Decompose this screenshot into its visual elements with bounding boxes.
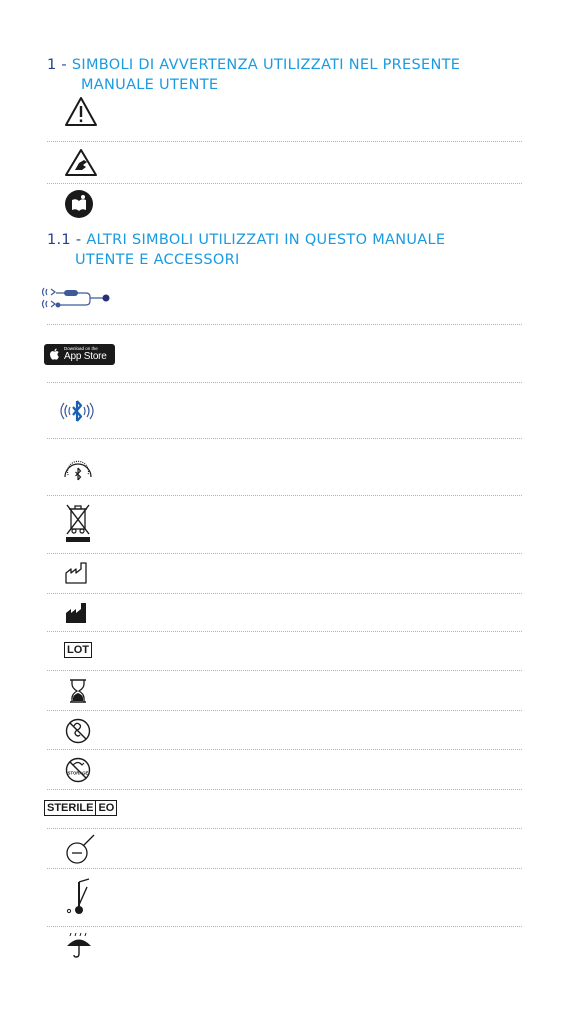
bluetooth-connection-icon — [40, 280, 112, 316]
divider — [47, 495, 522, 496]
lot-number-symbol: LOT — [64, 642, 92, 658]
section-title-line2: MANUALE UTENTE — [81, 77, 219, 93]
expiry-hourglass-icon — [68, 679, 88, 703]
section-number: 1 - — [47, 57, 67, 73]
divider — [47, 710, 522, 711]
bluetooth-icon — [55, 400, 99, 422]
divider — [47, 141, 522, 142]
divider — [47, 438, 522, 439]
divider — [47, 382, 522, 383]
divider — [47, 324, 522, 325]
section-number: 1.1 - — [47, 232, 82, 248]
sterile-label: STERILE — [44, 800, 96, 816]
app-store-badge-large-text: App Store — [64, 351, 107, 362]
divider — [47, 631, 522, 632]
weee-bin-icon — [64, 503, 92, 543]
divider — [47, 183, 522, 184]
humidity-limit-icon — [65, 833, 97, 867]
do-not-resterilize-label: STORAGE — [67, 770, 89, 776]
section-title-warning-symbols — [47, 55, 527, 95]
do-not-resterilize-icon — [65, 757, 91, 783]
divider — [47, 828, 522, 829]
app-store-badge — [44, 344, 115, 365]
temperature-limit-icon — [63, 877, 95, 917]
divider — [47, 553, 522, 554]
manufacturer-icon — [64, 602, 90, 624]
sterile-eo-label: EO — [96, 800, 117, 816]
app-store-badge-small-text: Download on the — [64, 346, 98, 351]
section-title-line1: SIMBOLI DI AVVERTENZA UTILIZZATI NEL PRESENTE — [71, 57, 461, 73]
divider — [47, 868, 522, 869]
divider — [47, 926, 522, 927]
caution-hand-triangle-icon — [64, 148, 98, 178]
section-title-other-symbols — [47, 230, 527, 270]
warning-triangle-icon — [64, 96, 98, 128]
keep-dry-umbrella-icon — [65, 931, 93, 959]
section-title-line2: UTENTE E ACCESSORI — [75, 252, 240, 268]
divider — [47, 749, 522, 750]
section-title-line1: ALTRI SIMBOLI UTILIZZATI IN QUESTO MANUALE — [86, 232, 446, 248]
read-manual-icon — [64, 189, 94, 219]
divider — [47, 670, 522, 671]
do-not-reuse-icon — [65, 718, 91, 744]
gauge-bluetooth-icon — [61, 453, 95, 483]
divider — [47, 593, 522, 594]
sterile-eo-symbol — [44, 800, 117, 816]
apple-icon — [50, 348, 60, 360]
divider — [47, 789, 522, 790]
date-of-manufacture-icon — [64, 561, 90, 585]
